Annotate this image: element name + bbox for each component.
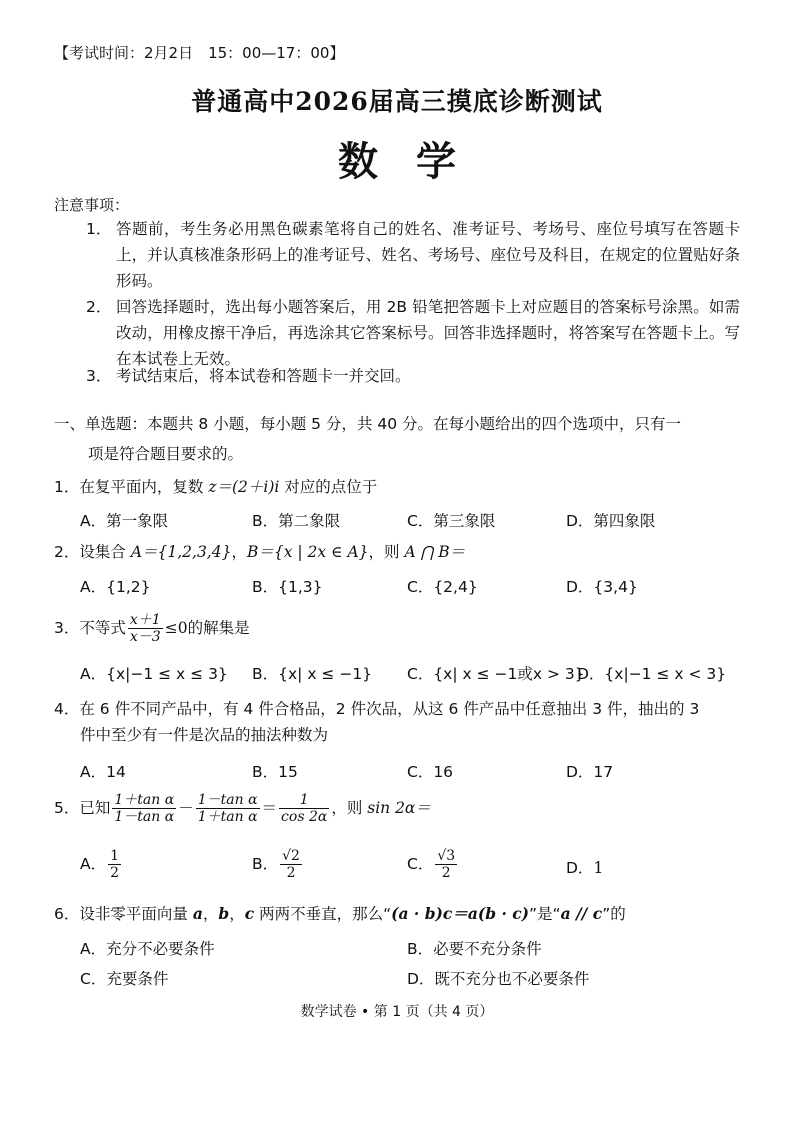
question-2 (54, 539, 744, 565)
question-3 (54, 612, 744, 645)
vector-c: c (244, 904, 255, 923)
intersection-expression: A ⋂ B＝ (404, 543, 466, 561)
notice-item-3 (86, 363, 740, 389)
question-number: 2． (54, 543, 80, 561)
question-text: 的解集是 (187, 619, 250, 637)
question-number: 5． (54, 799, 80, 817)
fraction-2 (196, 792, 260, 825)
option-c: C．16 (407, 763, 454, 781)
option-b: B．必要不充分条件 (407, 940, 542, 958)
fraction-numerator: x＋1 (129, 612, 161, 628)
page-footer: 数学试卷 • 第 1 页（共 4 页） (300, 1004, 494, 1020)
fraction-1 (112, 792, 176, 825)
notice-heading: 注意事项： (54, 196, 130, 214)
question-text: ，则 (331, 799, 368, 817)
option-c: C．第三象限 (407, 512, 496, 530)
option-a: A．{x|−1 ≤ x ≤ 3} (80, 665, 228, 683)
exam-title: 普通高中2026届高三摸底诊断测试 (191, 87, 603, 116)
question-text: 在 6 件不同产品中，有 4 件合格品，2 件次品，从这 6 件产品中任意抽出 3 件，抽出的 3 (79, 700, 700, 718)
option-label: D． (566, 859, 594, 877)
notice-item-number: 3． (86, 367, 112, 385)
question-text: 设非零平面向量 (79, 905, 193, 923)
option-d: D．{x|−1 ≤ x < 3} (577, 665, 727, 683)
question-number: 6． (54, 905, 80, 923)
section-heading (54, 409, 742, 469)
fraction-numerator: 1 (110, 848, 120, 864)
option-a: A．14 (80, 763, 126, 781)
fraction-denominator: 1＋tan α (197, 809, 258, 825)
option-a: A．{1,2} (80, 578, 151, 596)
question-number: 3． (54, 619, 80, 637)
option-c: C．{x| x ≤ −1或x > 3} (407, 665, 585, 683)
option-d: D．第四象限 (566, 512, 656, 530)
option-c (407, 848, 459, 881)
question-text: 两两不垂直，那么“ (254, 905, 392, 923)
fraction-numerator: 1＋tan α (114, 792, 175, 808)
fraction-numerator: √2 (282, 848, 300, 864)
question-1 (54, 474, 744, 500)
option-label: C． (407, 855, 434, 873)
question-text: ， (231, 543, 247, 561)
fraction-denominator: 2 (435, 864, 457, 881)
option-a: A．充分不必要条件 (80, 940, 215, 958)
inequality-relation: ≤0 (164, 619, 188, 637)
parallel-expression: a // c (560, 904, 603, 923)
minus-sign: － (178, 799, 194, 817)
option-b (252, 848, 304, 881)
question-text: 已知 (79, 799, 111, 817)
question-4 (54, 696, 744, 748)
notice-item-number: 2． (86, 298, 112, 316)
question-6 (54, 901, 744, 927)
question-expression: z＝(2＋i)i (208, 478, 280, 496)
question-expression: sin 2α＝ (367, 799, 431, 817)
option-d: D．{3,4} (566, 578, 638, 596)
question-text: 在复平面内，复数 (79, 478, 209, 496)
exam-time: 【考试时间：2月2日 15：00—17：00】 (54, 44, 345, 62)
option-b: B．15 (252, 763, 298, 781)
subject-title: 数学 (338, 138, 494, 185)
notice-item-1 (86, 216, 740, 294)
option-d (566, 856, 603, 878)
section-line-2: 项是符合题目要求的。 (88, 445, 244, 463)
option-value: 1 (593, 859, 604, 877)
condition-expression: (a · b)c＝a(b · c) (391, 904, 530, 923)
fraction-denominator: cos 2α (281, 809, 328, 825)
fraction-3 (279, 792, 329, 825)
fraction-numerator: 1 (279, 792, 329, 809)
question-text: 对应的点位于 (279, 478, 378, 496)
fraction-denominator: 2 (110, 865, 120, 881)
question-text: ， (202, 905, 219, 923)
notice-item-text: 答题前，考生务必用黑色碳素笔将自己的姓名、准考证号、考场号、座位号填写在答题卡上，并认真核准条形码上的准考证号、姓名、考场号、座位号及科目，在规定的位置贴好条形码。 (116, 220, 740, 290)
question-text: ， (229, 905, 245, 923)
option-label: A． (80, 855, 107, 873)
fraction-denominator: x－3 (129, 629, 161, 645)
question-text: ”是“ (529, 905, 561, 923)
option-b: B．{x| x ≤ −1} (252, 665, 373, 683)
question-number: 4． (54, 700, 80, 718)
option-b: B．{1,3} (252, 578, 323, 596)
question-text: 设集合 (79, 543, 131, 561)
equals-sign: ＝ (261, 799, 278, 817)
option-fraction (108, 848, 121, 881)
question-text-line-2: 件中至少有一件是次品的抽法种数为 (80, 726, 329, 744)
set-b-expression: B＝{x | 2x ∈ A} (246, 543, 369, 561)
question-text: ，则 (368, 543, 405, 561)
vector-a: a (192, 904, 203, 923)
fraction-numerator: √3 (437, 848, 456, 864)
question-text: ”的 (602, 905, 626, 923)
fraction-denominator: 2 (280, 864, 302, 881)
inequality-fraction (128, 612, 163, 645)
option-label: B． (252, 855, 279, 873)
option-fraction (280, 848, 302, 881)
notice-item-text: 回答选择题时，选出每小题答案后，用 2B 铅笔把答题卡上对应题目的答案标号涂黑。如需改动，用橡皮擦干净后，再选涂其它答案标号。回答非选择题时，将答案写在答题卡上。写在本试卷上无效。 (116, 298, 740, 368)
fraction-numerator: 1－tan α (197, 792, 258, 808)
question-5 (54, 792, 744, 825)
set-a-expression: A＝{1,2,3,4} (130, 543, 232, 561)
option-d: D．17 (566, 763, 614, 781)
option-c: C．{2,4} (407, 578, 478, 596)
vector-b: b (218, 904, 230, 923)
notice-item-text: 考试结束后，将本试卷和答题卡一并交回。 (116, 367, 411, 385)
notice-item-number: 1． (86, 220, 112, 238)
option-b: B．第二象限 (252, 512, 341, 530)
notice-item-2 (86, 294, 740, 372)
fraction-denominator: 1－tan α (114, 809, 175, 825)
option-a (80, 848, 123, 881)
option-a: A．第一象限 (80, 512, 169, 530)
question-text: 不等式 (79, 619, 126, 637)
question-number: 1． (54, 478, 80, 496)
option-d: D．既不充分也不必要条件 (407, 970, 590, 988)
option-fraction (435, 848, 457, 881)
section-line-1: 一、单选题：本题共 8 小题，每小题 5 分，共 40 分。在每小题给出的四个选项中，只有一 (54, 415, 682, 433)
option-c: C．充要条件 (80, 970, 169, 988)
